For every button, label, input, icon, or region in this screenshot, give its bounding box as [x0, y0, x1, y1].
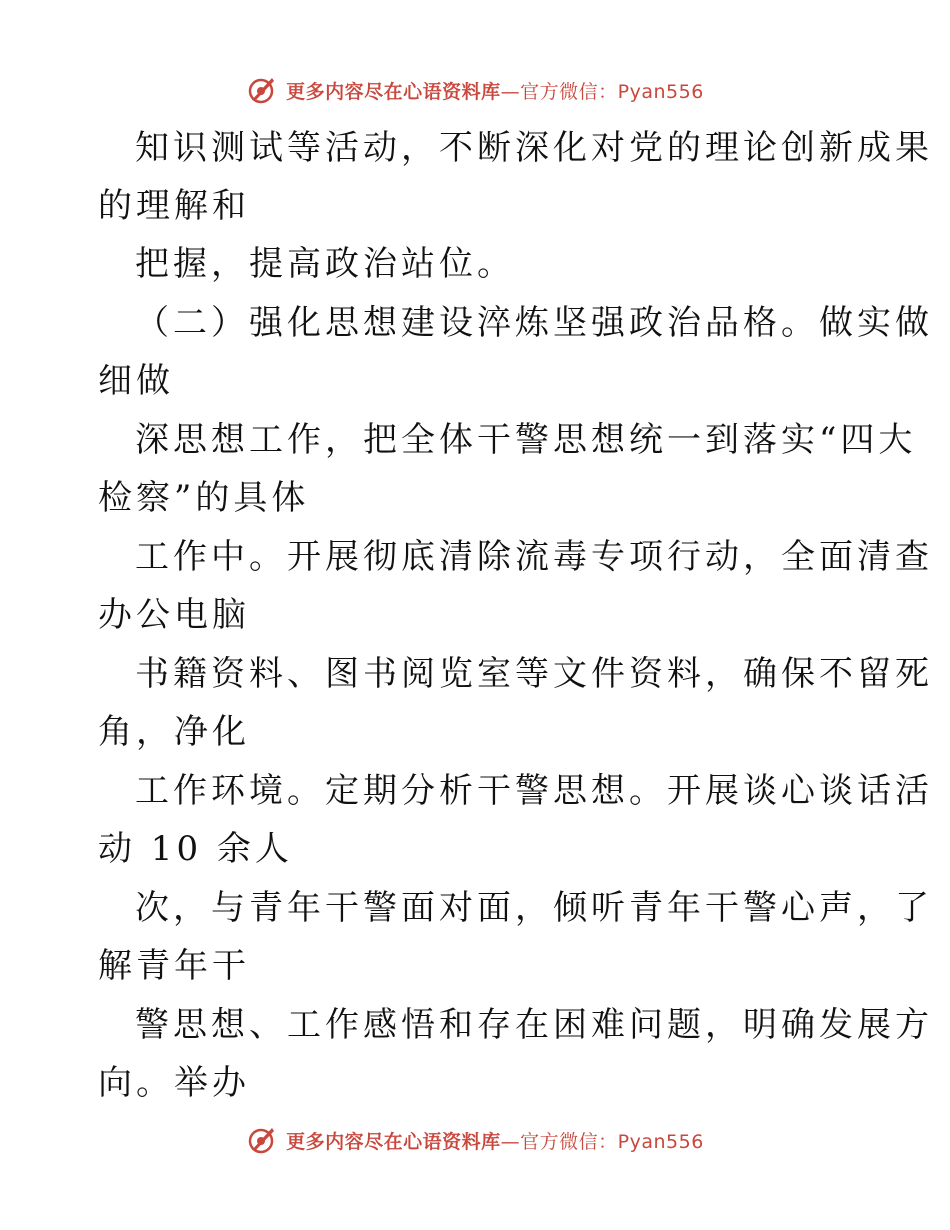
text-line: 工作中。开展彻底清除流毒专项行动，全面清查: [135, 537, 933, 577]
footer-banner-text: [286, 1127, 704, 1154]
text-line: 次，与青年干警面对面，倾听青年干警心声，了: [135, 888, 933, 928]
header-banner-text: [286, 77, 704, 104]
quill-circle-icon: [246, 74, 278, 106]
quill-circle-icon: [246, 1124, 278, 1156]
text-line: 角，净化: [98, 712, 250, 752]
text-line: 工作环境。定期分析干警思想。开展谈心谈话活: [135, 771, 933, 811]
text-line: 向。举办: [98, 1063, 250, 1103]
text-line: 书籍资料、图书阅览室等文件资料，确保不留死: [135, 654, 933, 694]
header-banner-wechat: 官方微信：Pyan556: [520, 80, 704, 103]
text-line: 深思想工作，把全体干警思想统一到落实“四大: [135, 420, 917, 460]
text-line: 知识测试等活动，不断深化对党的理论创新成果: [135, 128, 933, 168]
text-line: 警思想、工作感悟和存在困难问题，明确发展方: [135, 1005, 933, 1045]
footer-banner: [0, 1120, 950, 1160]
header-banner-sep: —: [500, 80, 521, 103]
header-banner-main: 更多内容尽在心语资料库: [286, 80, 501, 103]
text-line: 动 10 余人: [98, 829, 293, 869]
text-line: 把握，提高政治站位。: [135, 244, 515, 284]
footer-banner-wechat: 官方微信：Pyan556: [520, 1130, 704, 1153]
text-line: 检察”的具体: [98, 478, 310, 518]
text-line: 的理解和: [98, 186, 250, 226]
footer-banner-sep: —: [500, 1130, 521, 1153]
text-line: 细做: [98, 361, 174, 401]
text-line: 解青年干: [98, 946, 250, 986]
footer-banner-main: 更多内容尽在心语资料库: [286, 1130, 501, 1153]
header-banner: [0, 70, 950, 110]
text-line: 办公电脑: [98, 595, 250, 635]
section-heading-line: （二）强化思想建设淬炼坚强政治品格。做实做: [135, 303, 933, 343]
